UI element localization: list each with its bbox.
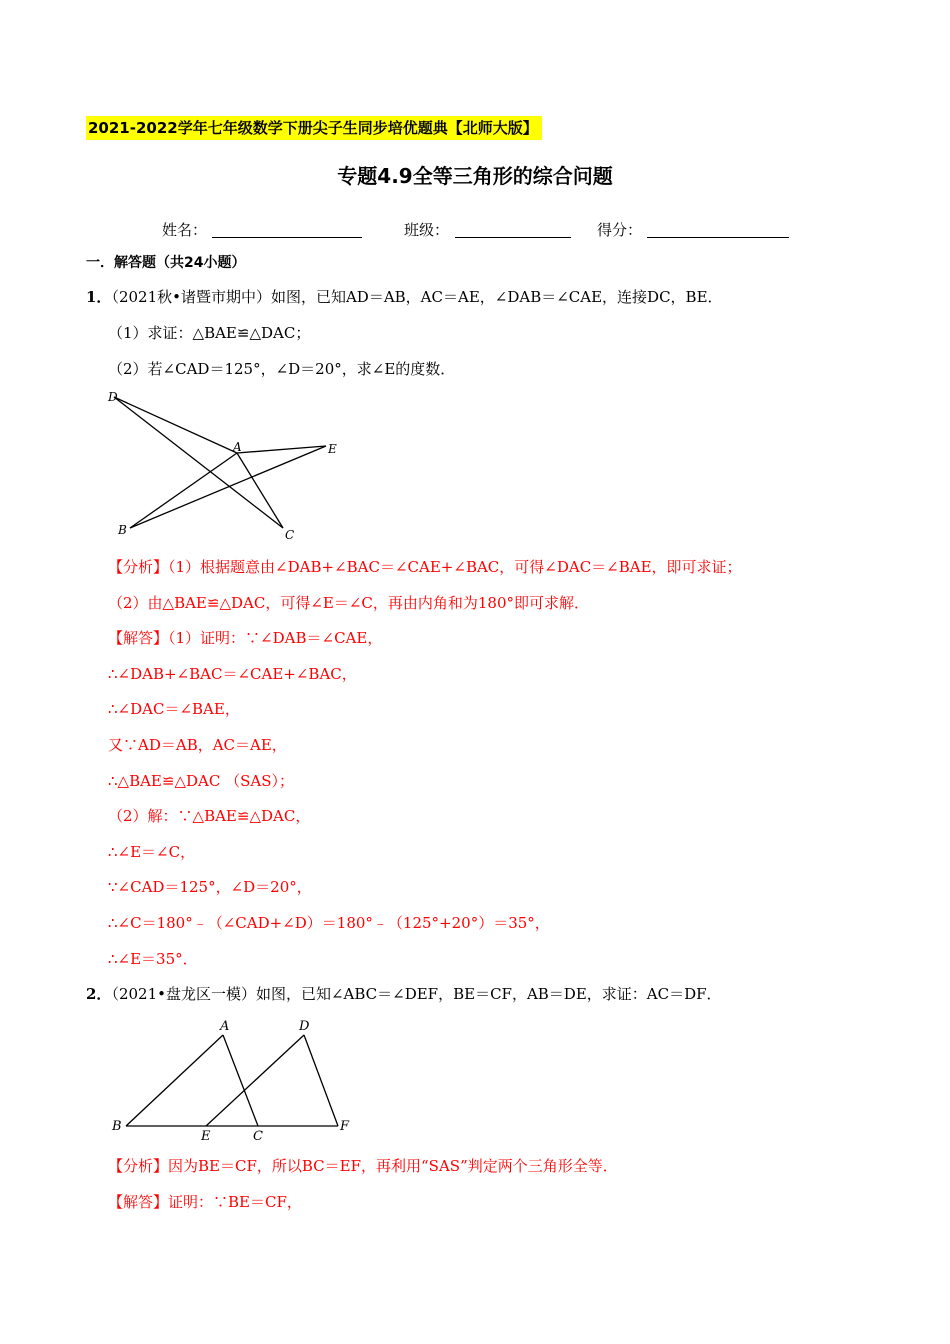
analysis-tag: 【分析】 <box>108 558 169 576</box>
segment-BE <box>130 446 326 528</box>
figure-label-A: A <box>220 1019 230 1034</box>
segment-ED <box>206 1035 304 1126</box>
answer-step: ∴∠C＝180°﹣（∠CAD+∠D）＝180°﹣（125°+20°）＝35°， <box>108 914 550 932</box>
answer-tag: 【解答】 <box>108 629 169 647</box>
figure-label-C: C <box>253 1129 263 1144</box>
figure-label-A: A <box>233 440 242 454</box>
question-1-figure <box>100 388 360 548</box>
answer-text: 证明：∵BE＝CF， <box>168 1193 302 1211</box>
figure-label-E: E <box>201 1129 211 1144</box>
segment-DF <box>304 1035 338 1126</box>
answer-step: ∴∠DAB+∠BAC＝∠CAE+∠BAC， <box>108 665 357 683</box>
question-1-number: 1． <box>86 288 112 306</box>
figure-label-D: D <box>108 390 118 404</box>
page-title: 专题4.9全等三角形的综合问题 <box>337 164 613 188</box>
figure-label-C: C <box>285 528 295 542</box>
score-blank <box>647 237 789 238</box>
answer-step: （2）解：∵△BAE≌△DAC， <box>108 807 311 825</box>
answer-step: ∴∠DAC＝∠BAE， <box>108 700 240 718</box>
name-label: 姓名： <box>162 221 208 239</box>
analysis-text: 因为BE＝CF，所以BC＝EF，再利用“SAS”判定两个三角形全等． <box>168 1157 618 1175</box>
answer-tag: 【解答】 <box>108 1193 169 1211</box>
question-1-analysis-line-2: （2）由△BAE≌△DAC，可得∠E＝∠C，再由内角和为180°即可求解． <box>108 594 590 612</box>
segment-AC <box>223 1035 258 1126</box>
score-label: 得分： <box>597 221 643 239</box>
question-1-part-2: （2）若∠CAD＝125°，∠D＝20°，求∠E的度数． <box>108 360 456 378</box>
class-label: 班级： <box>404 221 450 239</box>
segment-DC <box>114 397 283 528</box>
question-2-stem <box>86 983 722 1005</box>
series-header-band: 2021-2022学年七年级数学下册尖子生同步培优题典【北师大版】 <box>86 116 542 140</box>
question-1-answer-line-1 <box>108 627 382 649</box>
segment-BA <box>126 1035 223 1126</box>
question-1-text: （2021秋•诸暨市期中）如图，已知AD＝AB，AC＝AE，∠DAB＝∠CAE，连接DC，BE． <box>111 288 723 306</box>
answer-step: ∵∠CAD＝125°，∠D＝20°， <box>108 878 312 896</box>
question-1-analysis-line-1 <box>108 556 742 578</box>
section-heading: 一．解答题（共24小题） <box>86 255 246 271</box>
question-2-text: （2021•盘龙区一模）如图，已知∠ABC＝∠DEF，BE＝CF，AB＝DE，求证：AC＝DF． <box>111 985 722 1003</box>
answer-step: ∴∠E＝35°． <box>108 950 198 968</box>
figure-label-E: E <box>328 442 337 456</box>
question-1-part-1: （1）求证：△BAE≌△DAC； <box>108 324 311 342</box>
answer-step: ∴△BAE≌△DAC （SAS）； <box>108 772 294 790</box>
answer-text: （1）证明：∵∠DAB＝∠CAE， <box>168 629 383 647</box>
analysis-tag: 【分析】 <box>108 1157 169 1175</box>
analysis-text: （1）根据题意由∠DAB+∠BAC＝∠CAE+∠BAC，可得∠DAC＝∠BAE，即可求证； <box>168 558 742 576</box>
segment-AC <box>237 453 283 528</box>
question-2-analysis <box>108 1155 618 1177</box>
answer-step: 又∵AD＝AB，AC＝AE， <box>108 736 287 754</box>
name-blank <box>212 237 362 238</box>
question-2-answer <box>108 1191 302 1213</box>
class-blank <box>455 237 571 238</box>
figure-label-B: B <box>112 1119 122 1134</box>
question-2-figure <box>108 1016 358 1146</box>
figure-label-D: D <box>299 1019 310 1034</box>
question-2-number: 2． <box>86 985 112 1003</box>
figure-label-B: B <box>118 523 127 537</box>
question-1-stem <box>86 286 723 308</box>
figure-label-F: F <box>340 1119 350 1134</box>
answer-step: ∴∠E＝∠C， <box>108 843 196 861</box>
